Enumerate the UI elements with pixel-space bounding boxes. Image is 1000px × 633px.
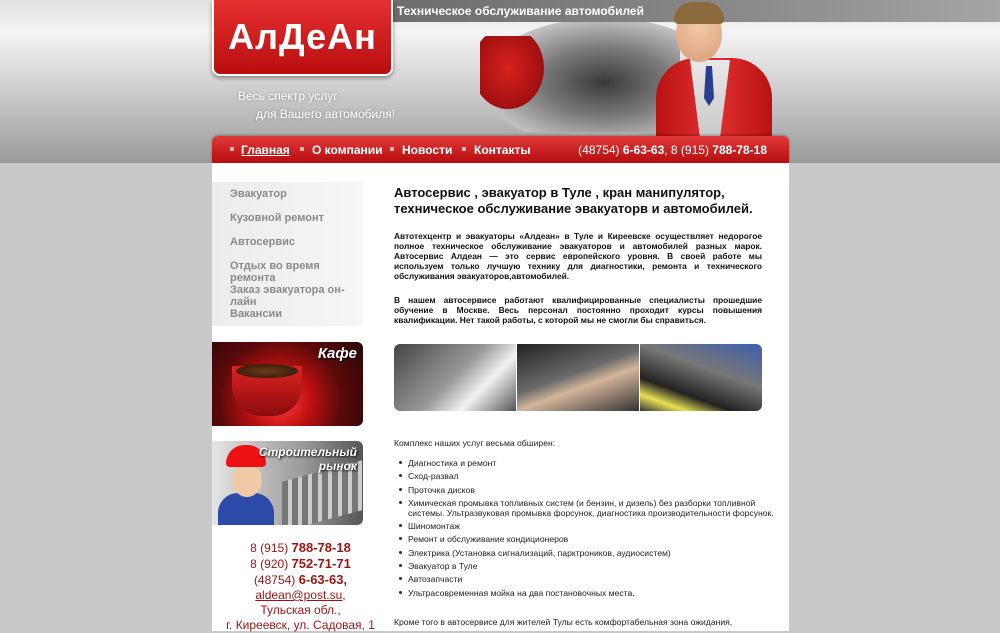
service-photo-1 — [394, 344, 516, 411]
site-logo[interactable] — [212, 0, 393, 76]
construction-market-banner[interactable] — [212, 441, 363, 525]
sidebar-menu — [212, 182, 363, 326]
sidebar-item-order-online[interactable]: Заказ эвакуатора он-лайн — [230, 284, 345, 308]
cafe-banner-label: Кафе — [317, 345, 357, 362]
worker-face-image — [232, 463, 262, 497]
service-photo-strip — [394, 344, 762, 411]
page-title: Автосервис , эвакуатор в Туле , кран манипулятор, техническое обслуживание эвакуаторв и автомобилей. — [394, 185, 753, 216]
services-list — [394, 458, 776, 601]
service-photo-3 — [640, 344, 762, 411]
contact-address: г. Киреевск, ул. Садовая, 1 — [226, 618, 375, 632]
nav-bullet-icon — [390, 147, 394, 151]
service-photo-2 — [517, 344, 639, 411]
nav-item-about[interactable]: О компании — [312, 143, 383, 157]
list-item: Проточка дисков — [408, 485, 776, 495]
nav-bullet-icon — [300, 147, 304, 151]
top-tagline: Техническое обслуживание автомобилей — [397, 4, 644, 18]
nav-item-news[interactable]: Новости — [402, 143, 453, 157]
contact-phone-3: (48754) 6-63-63, — [253, 572, 348, 587]
sidebar-item-evacuator[interactable]: Эвакуатор — [230, 188, 287, 200]
sidebar-contacts: 8 (915) 788-78-18 8 (920) 752-71-71 (48754) 6-63-63, aldean@post.su, Тульская обл., г. Киреевск, ул. Садовая, 1 — [212, 540, 389, 633]
hero-mechanic-image — [480, 36, 550, 116]
list-item: Электрика (Установка сигнализаций, парктроников, аудиосистем) — [408, 548, 776, 558]
contact-phone-2: 8 (920) 752-71-71 — [250, 556, 351, 571]
sidebar-item-body-repair[interactable]: Кузовной ремонт — [230, 212, 324, 224]
nav-item-home[interactable]: Главная — [241, 143, 290, 157]
list-item: Диагностика и ремонт — [408, 458, 776, 468]
nav-item-contacts[interactable]: Контакты — [474, 143, 531, 157]
nav-bullet-icon — [230, 147, 234, 151]
hero-man-hair — [674, 2, 724, 24]
main-nav — [212, 136, 789, 163]
cafe-banner[interactable] — [212, 342, 363, 426]
sidebar-item-vacancies[interactable]: Вакансии — [230, 308, 282, 320]
main-content — [394, 185, 762, 325]
construction-banner-label: Строительный рынок — [258, 445, 357, 473]
contact-email-link[interactable]: aldean@post.su — [255, 588, 343, 602]
intro-paragraph-1: Автотехцентр и эвакуаторы «Алдеан» в Туле и Киреевске осуществляет недорогое полное техническое обслуживание эвакуаторов и автомобилей разных марок. Автосервис Алдеан — это сервис европейского уровня. В своей работе мы используем только лучшую технику для диагностики, ремонта и технического обслуживания эвакуаторов,автомобилей. — [394, 231, 762, 281]
worker-body-image — [218, 493, 274, 525]
list-item: Химическая промывка топливных систем (и бензин, и дизель) без разборки топливной системы. Ультразвуковая промывка форсунок, диагностика производительности форсунок. — [408, 498, 776, 518]
footer-paragraph: Кроме того в автосервисе для жителей Тулы есть комфортабельная зона ожидания, — [394, 617, 733, 627]
list-item: Автозапчасти — [408, 574, 776, 584]
header-phone: (48754) 6-63-63, 8 (915) 788-78-18 — [578, 143, 767, 157]
coffee-surface-image — [236, 364, 298, 378]
list-item: Ремонт и обслуживание кондиционеров — [408, 534, 776, 544]
list-item: Сход-развал — [408, 471, 776, 481]
logo-text: АлДеАн — [228, 16, 377, 57]
contact-phone-1: 8 (915) 788-78-18 — [250, 540, 351, 555]
sidebar-item-autoservice[interactable]: Автосервис — [230, 236, 295, 248]
slogan-line2: для Вашего автомобиля! — [256, 107, 396, 121]
services-intro: Комплекс наших услуг весьма обширен: — [394, 438, 556, 448]
intro-paragraph-2: В нашем автосервисе работают квалифицированные специалисты прошедшие обучение в Москве. Весь персонал постоянно проходит курсы повышения квалификации. Нет такой работы, с которой мы не смогли бы справиться. — [394, 295, 762, 325]
list-item: Ультрасовременная мойка на два постановочных места. — [408, 588, 776, 598]
list-item: Шиномонтаж — [408, 521, 776, 531]
nav-bullet-icon — [462, 147, 466, 151]
contact-region: Тульская обл., — [260, 603, 341, 617]
list-item: Эвакуатор в Туле — [408, 561, 776, 571]
sidebar-item-rest[interactable]: Отдых во время ремонта — [230, 260, 320, 284]
slogan-line1: Весь спектр услуг — [238, 89, 338, 103]
